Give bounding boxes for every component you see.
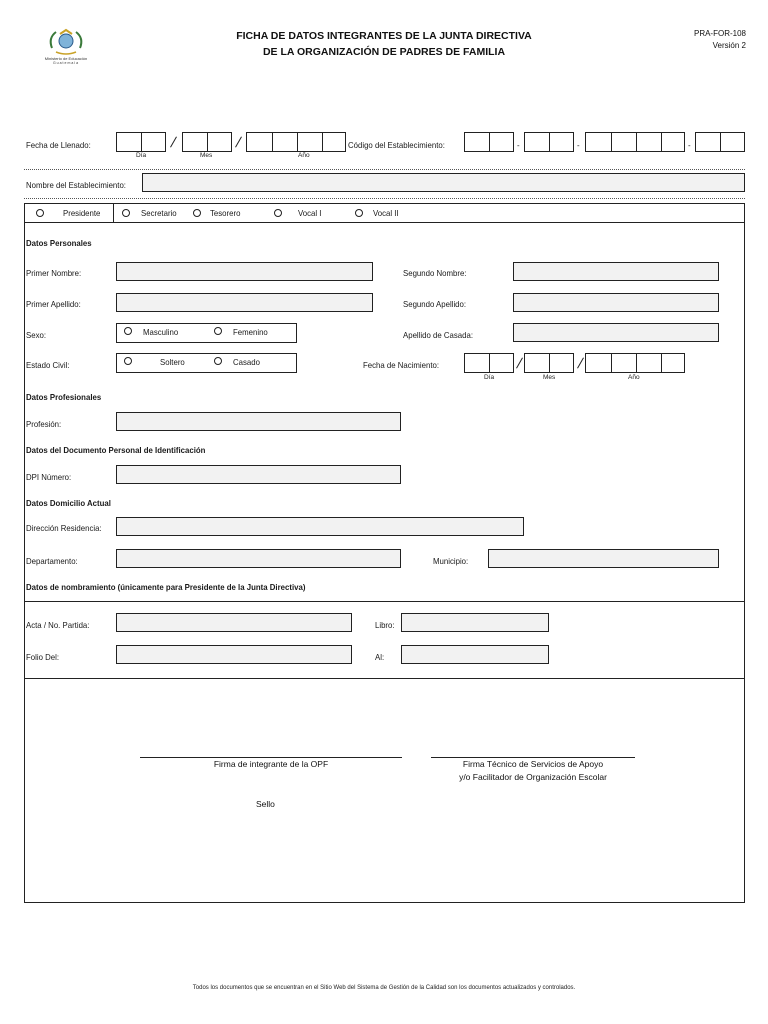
radio-soltero[interactable] [124,357,132,365]
femenino-label: Femenino [233,327,268,337]
libro-input[interactable] [401,613,549,632]
firma-tecnico-label2: y/o Facilitador de Organización Escolar [459,772,607,782]
coat-of-arms-icon [42,28,90,58]
fecha-llenado-anio[interactable] [246,132,346,152]
form-title-line1: FICHA DE DATOS INTEGRANTES DE LA JUNTA DIRECTIVA [236,30,532,42]
acta-label: Acta / No. Partida: [26,620,90,630]
codigo-part1[interactable] [464,132,514,152]
fecha-llenado-label: Fecha de Llenado: [26,140,91,150]
folio-input[interactable] [116,645,352,664]
logo-text: Ministerio de Educación [44,56,88,61]
firma-integrante-line [140,757,402,758]
codigo-part4[interactable] [695,132,745,152]
sexo-label: Sexo: [26,330,47,340]
masculino-label: Masculino [143,327,179,337]
radio-casado[interactable] [214,357,222,365]
cargo-vocal2-label: Vocal II [373,208,399,218]
cargo-presidente-label: Presidente [63,208,101,218]
firma-tecnico-line [431,757,635,758]
form-title-line2: DE LA ORGANIZACIÓN DE PADRES DE FAMILIA [262,46,506,58]
sello-label: Sello [256,799,275,809]
al-input[interactable] [401,645,549,664]
ministry-logo [42,28,90,66]
fecha-nacimiento-dia[interactable] [464,353,514,373]
departamento-input[interactable] [116,549,401,568]
profesion-input[interactable] [116,412,401,431]
radio-secretario[interactable] [122,209,130,217]
nombre-establecimiento-label: Nombre del Establecimiento: [26,180,126,190]
dpi-label: DPI Número: [26,472,72,482]
footer-text: Todos los documentos que se encuentran en el Sitio Web del Sistema de Gestión de la Calidad son los documentos actualizados y controlados. [192,985,576,991]
form-version: Versión 2 [712,41,746,50]
cargo-vocal1-label: Vocal I [298,208,322,218]
municipio-label: Municipio: [433,556,469,566]
segundo-apellido-input[interactable] [513,293,719,312]
datos-profesionales-heading: Datos Profesionales [26,392,102,402]
nombre-establecimiento-input[interactable] [142,173,745,192]
folio-label: Folio Del: [26,652,60,662]
firma-integrante-label: Firma de integrante de la OPF [213,759,329,769]
primer-apellido-label: Primer Apellido: [26,299,81,309]
fecha-llenado-dia-label: Día [136,152,147,159]
primer-apellido-input[interactable] [116,293,373,312]
primer-nombre-input[interactable] [116,262,373,281]
direccion-input[interactable] [116,517,524,536]
soltero-label: Soltero [160,357,185,367]
profesion-label: Profesión: [26,419,62,429]
acta-input[interactable] [116,613,352,632]
radio-vocal1[interactable] [274,209,282,217]
segundo-nombre-input[interactable] [513,262,719,281]
cargo-tesorero-label: Tesorero [210,208,241,218]
al-label: Al: [375,652,385,662]
estado-civil-box [116,353,297,373]
radio-tesorero[interactable] [193,209,201,217]
direccion-label: Dirección Residencia: [26,523,102,533]
radio-presidente[interactable] [36,209,44,217]
municipio-input[interactable] [488,549,719,568]
apellido-casada-input[interactable] [513,323,719,342]
firma-tecnico-label1: Firma Técnico de Servicios de Apoyo [462,759,604,769]
segundo-apellido-label: Segundo Apellido: [403,299,467,309]
dpi-input[interactable] [116,465,401,484]
radio-vocal2[interactable] [355,209,363,217]
fecha-nacimiento-anio[interactable] [585,353,685,373]
codigo-part3[interactable] [585,132,685,152]
apellido-casada-label: Apellido de Casada: [403,330,474,340]
logo-subtext: Guatemala [52,61,80,65]
codigo-establecimiento-label: Código del Establecimiento: [348,140,445,150]
fecha-llenado-anio-label: Año [298,152,310,159]
datos-documento-heading: Datos del Documento Personal de Identificación [26,445,206,455]
estado-civil-label: Estado Civil: [26,360,70,370]
datos-nombramiento-heading: Datos de nombramiento (únicamente para Presidente de la Junta Directiva) [26,582,306,592]
casado-label: Casado [233,357,260,367]
segundo-nombre-label: Segundo Nombre: [403,268,467,278]
fecha-llenado-mes[interactable] [182,132,232,152]
primer-nombre-label: Primer Nombre: [26,268,82,278]
departamento-label: Departamento: [26,556,78,566]
radio-masculino[interactable] [124,327,132,335]
datos-personales-heading: Datos Personales [26,238,92,248]
fecha-llenado-mes-label: Mes [200,152,213,159]
fecha-nacimiento-mes[interactable] [524,353,574,373]
codigo-part2[interactable] [524,132,574,152]
fecha-llenado-dia[interactable] [116,132,166,152]
libro-label: Libro: [375,620,395,630]
datos-domicilio-heading: Datos Domicilio Actual [26,498,111,508]
fecha-nacimiento-label: Fecha de Nacimiento: [363,360,440,370]
radio-femenino[interactable] [214,327,222,335]
form-code: PRA-FOR-108 [693,29,746,38]
cargo-secretario-label: Secretario [141,208,177,218]
